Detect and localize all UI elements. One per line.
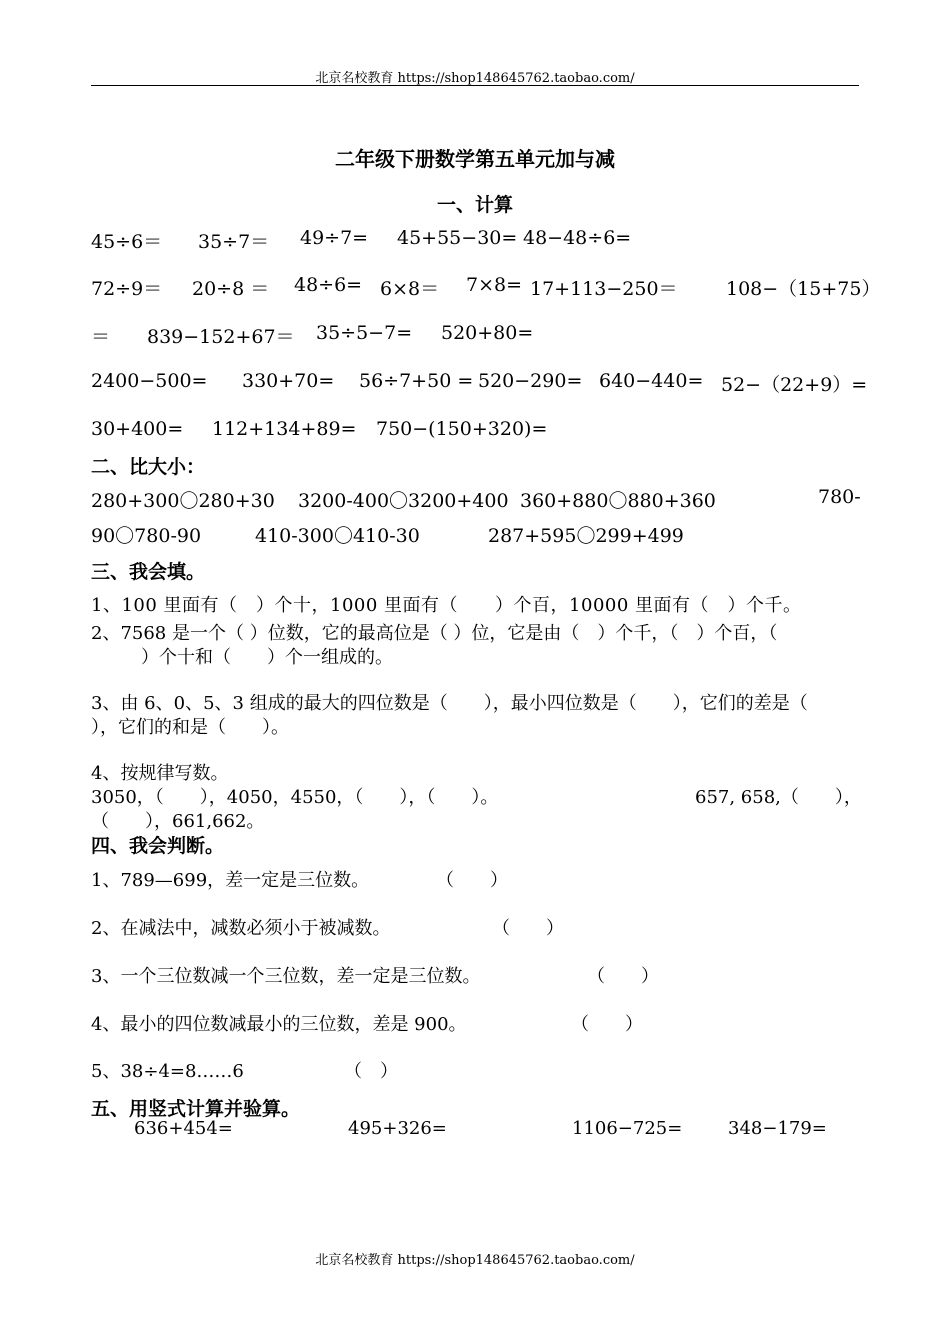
section4-heading: 四、我会判断。 [91, 835, 225, 857]
section1-heading: 一、计算 [436, 194, 513, 216]
fill-question-2-line1: 2、7568 是一个（ ）位数，它的最高位是（ ）位，它是由（ ）个千，（ ）个百，（ [91, 623, 778, 644]
page-title: 二年级下册数学第五单元加与减 [335, 147, 615, 171]
calc-item: 2400−500= [91, 370, 208, 392]
vertical-calc-item: 1106−725= [572, 1118, 683, 1139]
judge-statement: 1、789—699，差一定是三位数。 [91, 870, 370, 891]
compare-item: 280+300〇280+30 [91, 490, 275, 512]
judge-statement: 5、38÷4=8……6 [91, 1061, 244, 1082]
calc-item: 30+400= [91, 418, 184, 440]
compare-item: 287+595〇299+499 [488, 525, 684, 547]
page-header: 北京名校教育 https://shop148645762.taobao.com/ [315, 71, 635, 86]
judge-statement: 4、最小的四位数减最小的三位数，差是 900。 [91, 1014, 467, 1035]
header-rule [91, 85, 859, 86]
section2-heading: 二、比大小： [91, 456, 206, 478]
vertical-calc-item: 636+454= [134, 1118, 233, 1139]
calc-item: 7×8= [466, 274, 523, 296]
calc-item: 839−152+67＝ [147, 326, 295, 348]
judge-answer-box: （ ） [571, 1014, 643, 1035]
judge-answer-box: （ ） [344, 1061, 398, 1082]
judge-answer-box: （ ） [436, 870, 508, 891]
calc-item: 35÷5−7= [316, 322, 413, 344]
compare-item: 360+880〇880+360 [520, 490, 716, 512]
compare-item: 780- [818, 486, 861, 508]
judge-statement: 3、一个三位数减一个三位数，差一定是三位数。 [91, 966, 481, 987]
compare-item: 410-300〇410-30 [255, 525, 420, 547]
page-footer: 北京名校教育 https://shop148645762.taobao.com/ [315, 1253, 635, 1268]
fill-question-4-line1-right: 657, 658,（ ）， [695, 787, 862, 808]
calc-item: 750−(150+320)= [376, 418, 548, 440]
fill-question-3-line2: ），它们的和是（ ）。 [91, 717, 289, 738]
fill-question-2-line2: ）个十和（ ）个一组成的。 [141, 647, 393, 668]
vertical-calc-item: 495+326= [348, 1118, 447, 1139]
calc-item: 112+134+89= [212, 418, 357, 440]
compare-item: 3200-400〇3200+400 [298, 490, 509, 512]
calc-item: 72÷9＝ [91, 278, 163, 300]
calc-item: 640−440= [599, 370, 704, 392]
calc-item: 48−48÷6= [523, 227, 632, 249]
section3-heading: 三、我会填。 [91, 561, 206, 583]
vertical-calc-item: 348−179= [728, 1118, 827, 1139]
calc-item: 20÷8 ＝ [192, 278, 270, 300]
calc-item: 17+113−250＝ [530, 278, 678, 300]
fill-question-1: 1、100 里面有（ ）个十，1000 里面有（ ）个百，10000 里面有（ ）个千。 [91, 595, 802, 616]
judge-statement: 2、在减法中，减数必须小于被减数。 [91, 918, 391, 939]
calc-item: 6×8＝ [380, 278, 440, 300]
calc-item: 49÷7= [300, 227, 369, 249]
calc-item: 52−（22+9）= [721, 374, 868, 396]
calc-item: 48÷6= [294, 274, 363, 296]
calc-item: 330+70= [242, 370, 335, 392]
judge-answer-box: （ ） [587, 966, 659, 987]
fill-question-3-line1: 3、由 6、0、5、3 组成的最大的四位数是（ ），最小四位数是（ ），它们的差是（ [91, 693, 808, 714]
fill-question-4-line1-left: 3050，（ ），4050，4550，（ ），（ ）。 [91, 787, 499, 808]
compare-item: 90〇780-90 [91, 525, 202, 547]
calc-item: ＝ [91, 326, 111, 348]
fill-question-4-line2: （ ），661,662。 [91, 811, 265, 832]
judge-answer-box: （ ） [492, 918, 564, 939]
calc-item: 35÷7＝ [198, 231, 270, 253]
calc-item: 520−290= [478, 370, 583, 392]
calc-item: 56÷7+50 = [359, 370, 474, 392]
calc-item: 520+80= [441, 322, 534, 344]
calc-item: 45÷6＝ [91, 231, 163, 253]
calc-item: 108−（15+75） [726, 278, 881, 300]
calc-item: 45+55−30= [397, 227, 518, 249]
fill-question-4-title: 4、按规律写数。 [91, 763, 229, 784]
section5-heading: 五、用竖式计算并验算。 [91, 1098, 301, 1120]
